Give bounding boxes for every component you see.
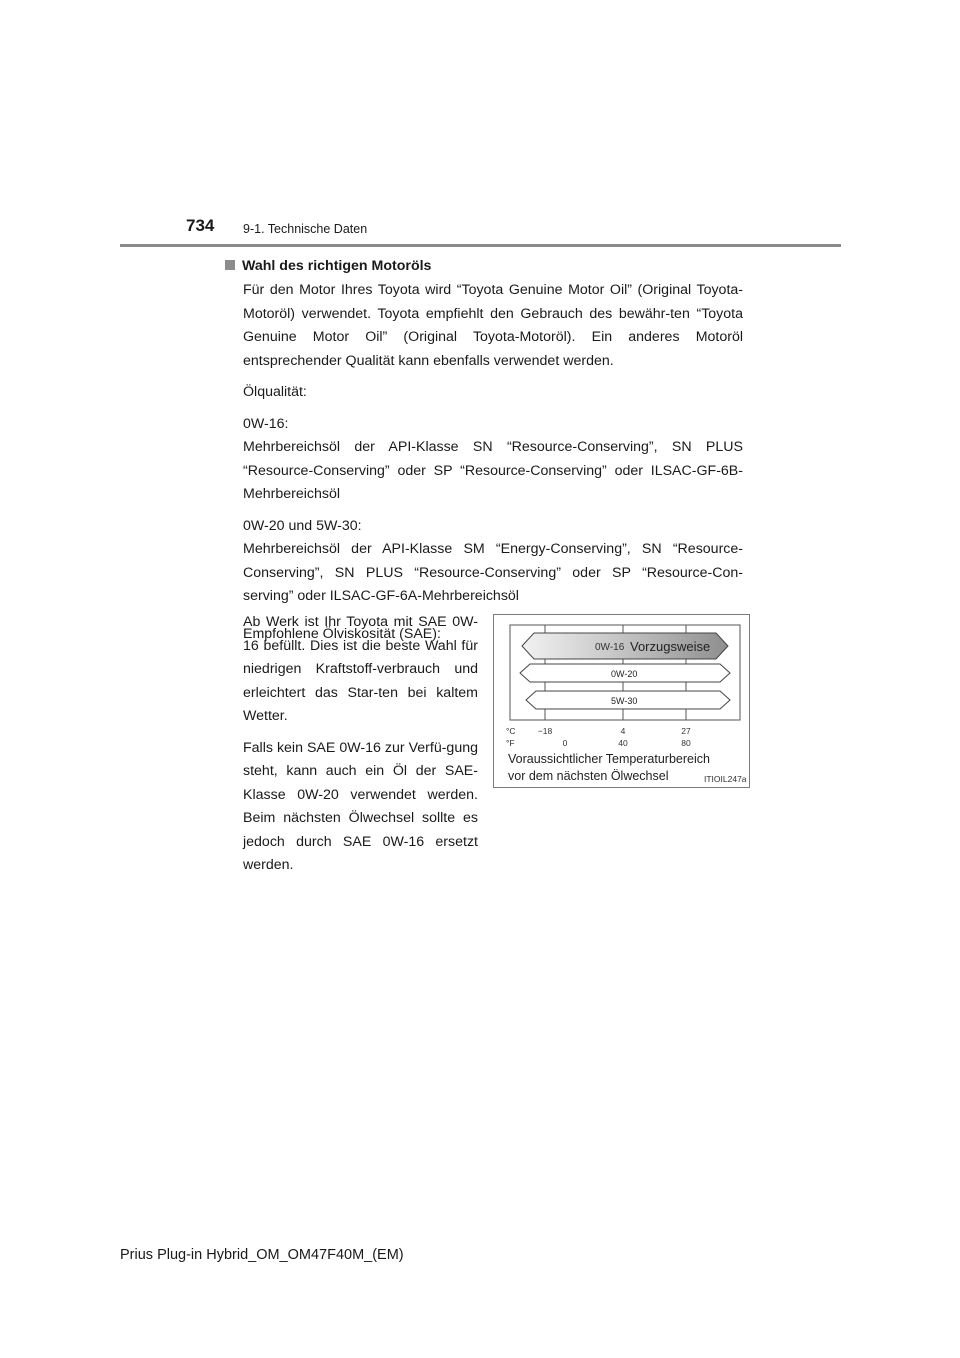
intro-paragraph: Für den Motor Ihres Toyota wird “Toyota Genuine Motor Oil” (Original Toyota-Motoröl) verwendet. Toyota empfiehlt den Gebrauch des bewähr-ten “Toyota Genuine Motor Oil” (Original Toyota-Motoröl). Ein anderes Motoröl entsprechender Qualität kann ebenfalls verwendet werden. [243,282,743,369]
heading [225,255,431,279]
header-rule [120,244,841,247]
fahrenheit-tick-40: 40 [618,738,628,748]
section-title: 9-1. Technische Daten [243,222,368,236]
fahrenheit-tick-80: 80 [681,738,691,748]
figure-caption-line1: Voraussichtlicher Temperaturbereich [508,752,710,766]
grade2-block [243,515,743,609]
factory-fill-paragraph: Ab Werk ist Ihr Toyota mit SAE 0W-16 befüllt. Dies ist die beste Wahl für niedrigen Kraftstoff-verbrauch und erleichtert das Star-ten bei kaltem Wetter. [243,614,478,724]
grade1-title: 0W-16: [243,415,289,432]
band-0w20-label: 0W-20 [611,669,638,679]
grade1-text: Mehrbereichsöl der API-Klasse SN “Resource-Conserving”, SN PLUS “Resource-Conserving” oder SP “Resource-Conserving” oder ILSAC-GF-6B-Mehrbereichsöl [243,439,743,502]
celsius-tick-27: 27 [681,726,691,736]
band-0w16-tag: Vorzugsweise [630,639,711,654]
celsius-unit: °C [506,726,516,736]
heading-text: Wahl des richtigen Motoröls [242,258,432,274]
celsius-tick-4: 4 [620,726,626,736]
fahrenheit-tick-0: 0 [562,738,568,748]
grade1-block [243,413,743,507]
band-0w16-label: 0W-16 [595,642,625,653]
figure-caption [508,751,710,785]
fahrenheit-unit: °F [506,738,515,748]
bullet-square-icon [225,260,235,270]
figure-caption-line2: vor dem nächsten Ölwechsel [508,769,669,783]
band-5w30-label: 5W-30 [611,696,638,706]
grade2-text: Mehrbereichsöl der API-Klasse SM “Energy-Conserving”, SN “Resource-Conserving”, SN PLUS “Resource-Conserving” oder SP “Resource-Con-serving” oder ILSAC-GF-6A-Mehrbereichsöl [243,541,743,604]
main-content [243,279,743,654]
celsius-tick-minus18: −18 [537,726,553,736]
page-number: 734 [186,216,215,235]
footer: Prius Plug-in Hybrid_OM_OM47F40M_(EM) [120,1247,404,1263]
viscosity-label: Empfohlene Ölviskosität (SAE): [243,625,441,642]
alternative-paragraph: Falls kein SAE 0W-16 zur Verfü-gung steht, kann auch ein Öl der SAE-Klasse 0W-20 verwendet werden. Beim nächsten Ölwechsel sollte es jedoch durch SAE 0W-16 ersetzt werden. [243,739,478,873]
grade2-title: 0W-20 und 5W-30: [243,517,362,534]
left-column [243,611,478,886]
oil-quality-label: Ölqualität: [243,384,307,400]
figure-code: ITIOIL247a [704,774,747,784]
